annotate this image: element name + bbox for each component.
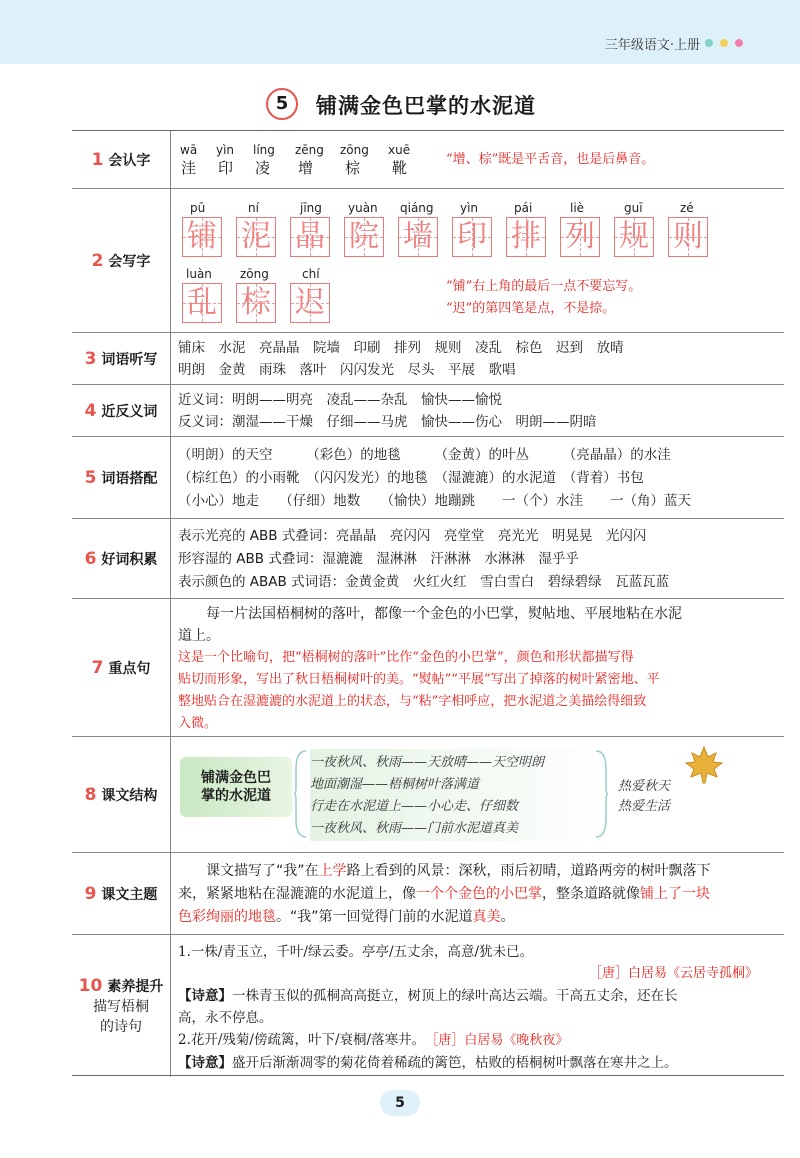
lesson-number: 5: [266, 88, 298, 120]
write-grid: 列: [560, 217, 600, 257]
row-label: 8 课文结构: [84, 785, 158, 805]
row-poems: 10 素养提升 描写梧桐 的诗句 1.一株/青玉立，千叶/绿云委。亭亭/五丈余，高意/犹未已。 ［唐］白居易《云居寺孤桐》 【诗意】一株青玉似的孤桐高高挺立，树顶上的绿叶高达云端。干高五丈余，还在长 高，永不停息。 2.花开/残菊/傍疏篱，叶下/衰桐/落寒井。 ［唐］白居易《晚秋夜》 【诗意】盛开后渐渐凋零的菊花倚着稀疏的篱笆，枯败的梧桐树叶飘落在寒井之上。: [72, 935, 784, 1077]
row-write: 2 会写字 pū 铺 ní 泥 jīng 晶 yuàn 院 qiáng 墙 yìn 印 pái 排 liè 列 guī 规 zé 则 luàn 乱 zōng 棕 chí 迟 “铺”右上角的最后一点不要忘写。 “迟”的第四笔是点，不是捺。: [72, 189, 784, 333]
row-label: 7 重点句: [91, 658, 151, 678]
row-label: 10 素养提升 描写梧桐 的诗句: [78, 975, 164, 1035]
row-label: 4 近反义词: [84, 401, 158, 421]
write-grid: 乱: [182, 283, 222, 323]
write-grid: 泥: [236, 217, 276, 257]
note-zeng-zong: “增、棕”既是平舌音，也是后鼻音。: [446, 152, 655, 167]
row-good-words: 6 好词积累 表示光亮的 ABB 式叠词：亮晶晶 亮闪闪 亮堂堂 亮光光 明晃晃 光闪闪 形容湿的 ABB 式叠词：湿漉漉 湿淋淋 汗淋淋 水淋淋 湿乎乎 表示颜色的 ABAB 式词语：金黄金黄 火红火红 雪白雪白 碧绿碧绿 瓦蓝瓦蓝: [72, 519, 784, 599]
dot-yellow-icon: [720, 39, 728, 47]
row-structure: [72, 737, 784, 853]
note-pu: “铺”右上角的最后一点不要忘写。: [446, 279, 642, 294]
grade-label: 三年级语文·上册: [604, 38, 700, 53]
note-chi: “迟”的第四笔是点，不是捺。: [446, 301, 616, 316]
row-label: 3 词语听写: [84, 349, 158, 369]
row-theme: 9 课文主题 课文描写了“我”在上学路上看到的风景：深秋，雨后初晴，道路两旁的树叶飘落下 来，紧紧地粘在湿漉漉的水泥道上，像一个个金色的小巴掌，整条道路就像铺上了一块 色彩绚丽的地毯。“我”第一回觉得门前的水泥道真美。: [72, 853, 784, 935]
write-grid: 规: [614, 217, 654, 257]
study-table: [72, 130, 784, 1076]
write-grid: 墙: [398, 217, 438, 257]
theme-love-autumn: 热爱秋天: [618, 779, 671, 794]
dot-teal-icon: [705, 39, 713, 47]
row-recognize: 1 会认字 wā 洼 yìn 印 líng 凌 zēng 增 zōng 棕 xuē 靴 “增、棕”既是平舌音，也是后鼻音。: [72, 131, 784, 189]
row-synonyms: 4 近反义词 近义词：明朗——明亮 凌乱——杂乱 愉快——愉悦 反义词：潮湿——干燥 仔细——马虎 愉快——伤心 明朗——阴暗: [72, 385, 784, 437]
row-dictation: 3 词语听写 铺床 水泥 亮晶晶 院墙 印刷 排列 规则 凌乱 棕色 迟到 放晴 明朗 金黄 雨珠 落叶 闪闪发光 尽头 平展 歌唱: [72, 333, 784, 385]
left-bracket: [294, 749, 308, 839]
write-grid: 印: [452, 217, 492, 257]
header-bar: [0, 0, 800, 64]
maple-leaf-icon: [684, 745, 724, 785]
write-grid: 晶: [290, 217, 330, 257]
row-label: 1 会认字: [91, 150, 151, 170]
row-key-sentence: 7 重点句 每一片法国梧桐树的落叶，都像一个金色的小巴掌，熨帖地、平展地粘在水泥 道上。 这是一个比喻句，把“梧桐树的落叶”比作“金色的小巴掌”，颜色和形状都描写得 贴切而形象，写出了秋日梧桐树叶的美。“熨帖”“平展”写出了掉落的树叶紧密地、平 整地贴合在湿漉漉的水泥道上的状态，与“粘”字相呼应，把水泥道之美描绘得细致 入微。: [72, 599, 784, 737]
write-grid: 则: [668, 217, 708, 257]
structure-lines: 一夜秋风、秋雨——天放晴——天空明朗 地面潮湿——梧桐树叶落满道 行走在水泥道上——小心走、仔细数 一夜秋风、秋雨——门前水泥道真美: [310, 749, 610, 841]
write-grid: 迟: [290, 283, 330, 323]
write-grid: 排: [506, 217, 546, 257]
theme-love-life: 热爱生活: [618, 799, 671, 814]
write-grid: 棕: [236, 283, 276, 323]
structure-title-box: 铺满金色巴 掌的水泥道: [180, 757, 292, 817]
row-label: 6 好词积累: [84, 549, 158, 569]
row-label: 5 词语搭配: [84, 468, 158, 488]
row-label: 2 会写字: [91, 251, 151, 271]
lesson-title: 铺满金色巴掌的水泥道: [316, 94, 536, 118]
write-grid: 院: [344, 217, 384, 257]
row-collocation: 5 词语搭配 （明朗）的天空 （彩色）的地毯 （金黄）的叶丛 （亮晶晶）的水洼 （棕红色）的小雨靴 （闪闪发光）的地毯 （湿漉漉）的水泥道 （背着）书包 （小心）地走 （仔细）地数 （愉快）地蹦跳 一（个）水洼 一（角）蓝天: [72, 437, 784, 519]
write-grid: 铺: [182, 217, 222, 257]
row-label: 9 课文主题: [84, 884, 158, 904]
dot-pink-icon: [735, 39, 743, 47]
page-number: 5: [380, 1090, 420, 1116]
right-bracket: [594, 749, 608, 839]
